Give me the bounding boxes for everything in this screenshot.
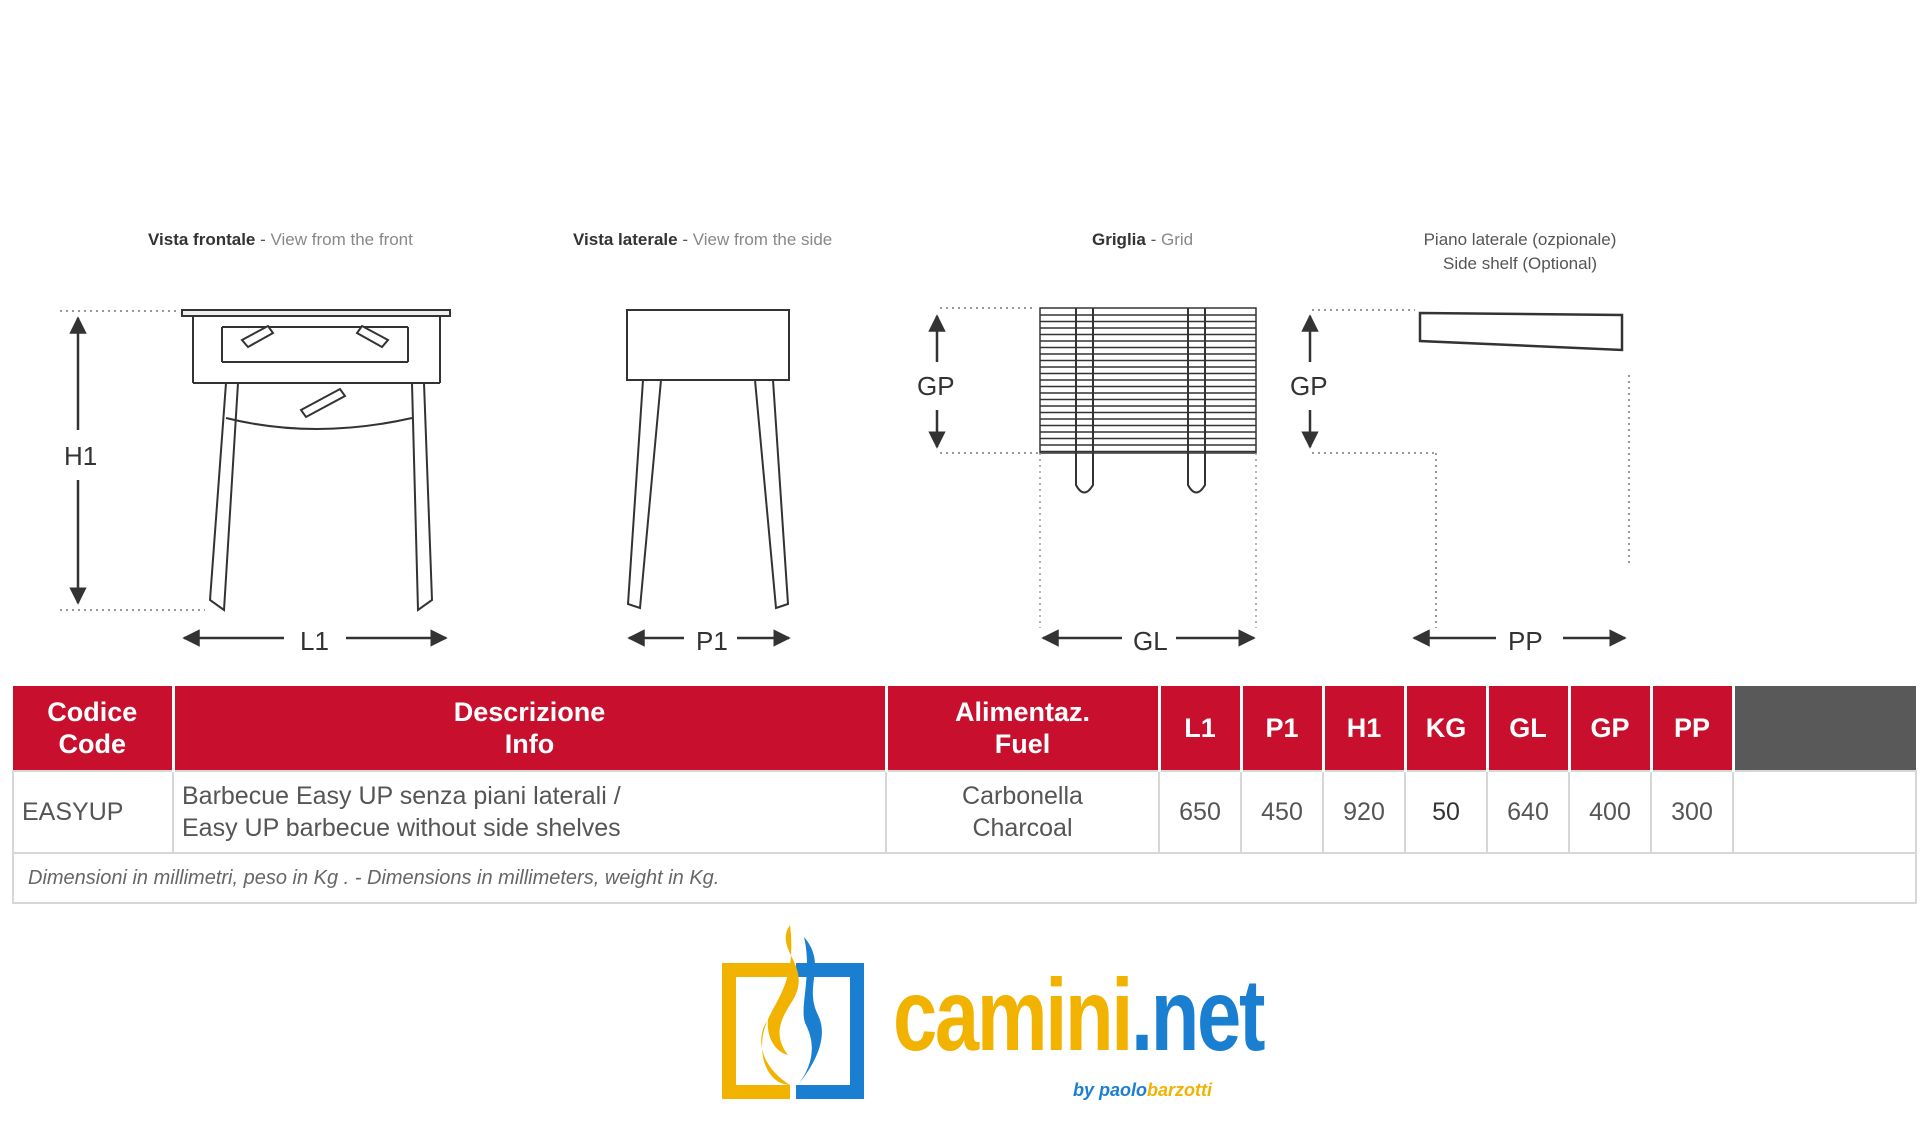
header-desc-en: Info [504,729,555,759]
logo-tag-name2: barzotti [1147,1080,1213,1100]
front-view-title-it: Vista frontale [148,230,256,249]
pp-label: PP [1508,626,1543,656]
front-view-drawing [182,310,450,610]
shelf-height-dimension [1310,310,1436,628]
cell-code: EASYUP [13,771,173,853]
cell-gl: 640 [1487,771,1569,853]
side-view-title-it: Vista laterale [573,230,678,249]
shelf-title-line2: Side shelf (Optional) [1442,254,1598,273]
h1-label: H1 [64,441,98,471]
cell-kg: 50 [1405,771,1487,853]
cell-fuel-line2: Charcoal [972,814,1073,842]
cell-desc [173,771,886,853]
fireplace-flame-icon [718,925,868,1110]
spec-table [12,686,1917,904]
cell-p1: 450 [1241,771,1323,853]
logo-word-ext: .net [1131,958,1264,1072]
header-desc [173,686,886,771]
header-h1: H1 [1323,686,1405,771]
grid-title-sep: - [1145,230,1161,249]
cell-fuel-line1: Carbonella [962,782,1083,810]
logo-tag-prefix: by [1073,1080,1100,1100]
side-view-drawing [627,310,789,608]
logo-word-main: camini [893,958,1132,1072]
shelf-gp-label: GP [1290,371,1328,401]
l1-label: L1 [300,626,329,656]
table-header-row [13,686,1916,771]
grid-gp-label: GP [917,371,955,401]
camini-logo [718,925,1264,1110]
table-note: Dimensioni in millimetri, peso in Kg . - Dimensions in millimeters, weight in Kg. [13,853,1916,903]
side-view-title-en: View from the side [692,230,833,249]
header-desc-it: Descrizione [453,697,606,727]
header-p1: P1 [1241,686,1323,771]
cell-pp: 300 [1651,771,1733,853]
cell-h1: 920 [1323,771,1405,853]
cell-gp: 400 [1569,771,1651,853]
cell-desc-line1: Barbecue Easy UP senza piani laterali / [182,782,621,810]
table-note-row [13,853,1916,903]
grid-title-it: Griglia [1092,230,1146,249]
shelf-title-line1: Piano laterale (ozpionale) [1423,230,1617,249]
cell-fuel [886,771,1159,853]
gl-label: GL [1133,626,1168,656]
header-fuel [886,686,1159,771]
logo-tagline [1073,1080,1212,1101]
header-gl: GL [1487,686,1569,771]
side-view-title-sep: - [677,230,693,249]
logo-wordmark [893,958,1264,1072]
cell-empty [1733,771,1916,853]
front-view-title-sep: - [255,230,271,249]
header-l1: L1 [1159,686,1241,771]
table-row [13,771,1916,853]
header-code [13,686,173,771]
shelf-drawing [1420,313,1629,565]
cell-l1: 650 [1159,771,1241,853]
header-fuel-it: Alimentaz. [954,697,1091,727]
grid-drawing [1040,308,1256,628]
header-fuel-en: Fuel [994,729,1051,759]
logo-tag-name1: paolo [1099,1080,1148,1100]
header-kg: KG [1405,686,1487,771]
grid-title-en: Grid [1160,230,1194,249]
header-gp: GP [1569,686,1651,771]
header-pp: PP [1651,686,1733,771]
header-code-it: Codice [47,697,138,727]
header-empty [1733,686,1916,771]
p1-label: P1 [696,626,728,656]
cell-desc-line2: Easy UP barbecue without side shelves [182,814,621,842]
front-view-title-en: View from the front [270,230,413,249]
header-code-en: Code [58,729,126,759]
